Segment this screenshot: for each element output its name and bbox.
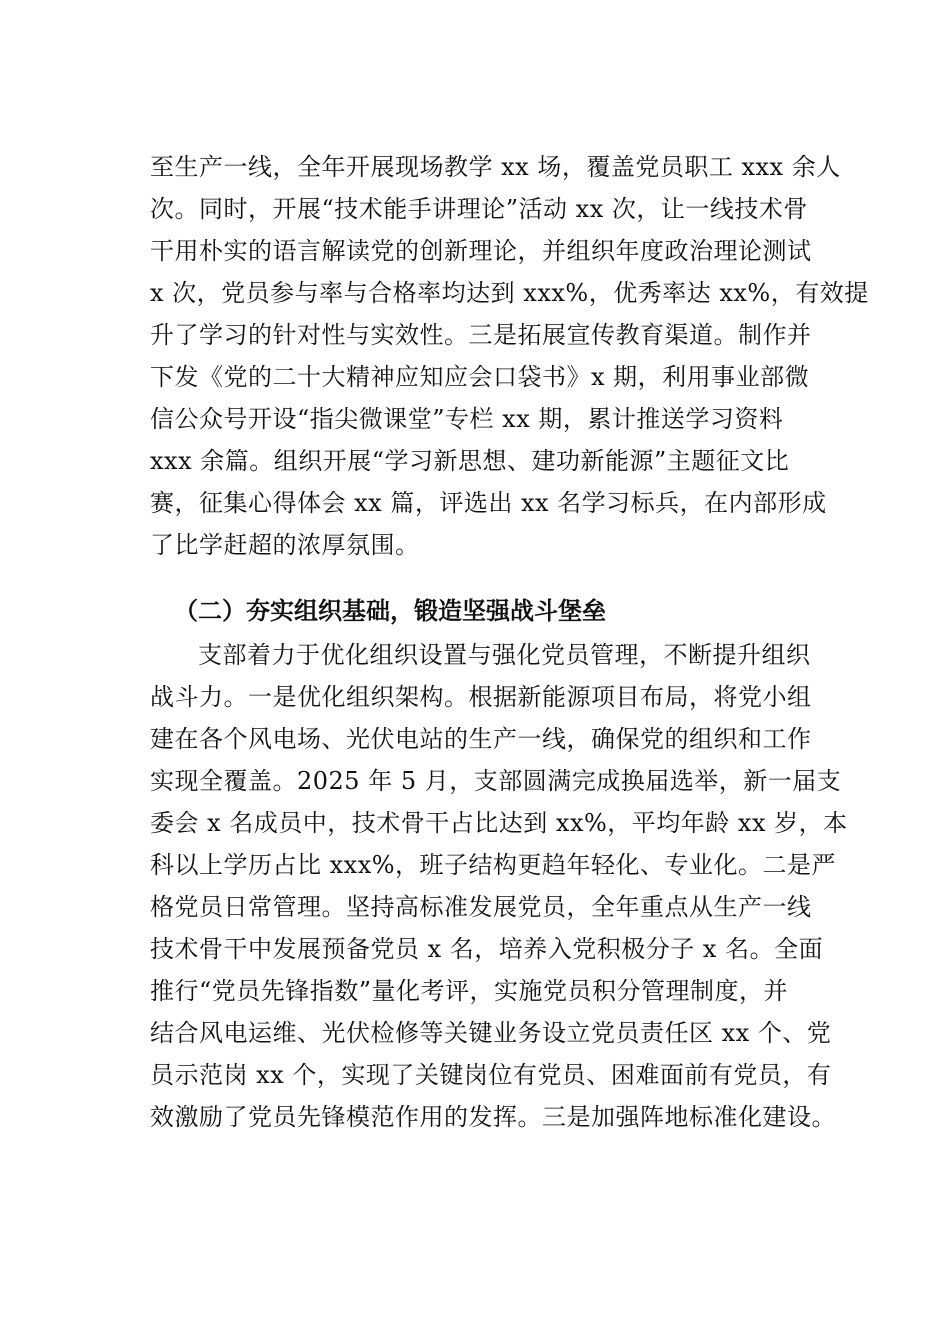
paragraph-line: 赛，征集心得体会 xx 篇，评选出 xx 名学习标兵，在内部形成: [150, 489, 827, 517]
paragraph-line: 升了学习的针对性与实效性。三是拓展宣传教育渠道。制作并: [150, 321, 812, 349]
paragraph-line: 科以上学历占比 xxx%，班子结构更趋年轻化、专业化。二是严: [150, 851, 837, 879]
paragraph-line: 了比学赶超的浓厚氛围。: [150, 531, 420, 559]
paragraph-organization: [150, 634, 850, 1138]
paragraph-line: 建在各个风电场、光伏电站的生产一线，确保党的组织和工作: [150, 725, 812, 753]
paragraph-line: 委会 x 名成员中，技术骨干占比达到 xx%，平均年龄 xx 岁，本: [150, 809, 848, 837]
paragraph-line: 至生产一线，全年开展现场教学 xx 场，覆盖党员职工 xxx 余人: [150, 153, 841, 181]
section-heading: （二）夯实组织基础，锻造坚强战斗堡垒: [174, 596, 606, 625]
paragraph-line: 员示范岗 xx 个，实现了关键岗位有党员、困难面前有党员，有: [150, 1061, 832, 1089]
paragraph-line: 战斗力。一是优化组织架构。根据新能源项目布局，将党小组: [150, 683, 812, 711]
paragraph-line: 实现全覆盖。2025 年 5 月，支部圆满完成换届选举，新一届支: [150, 767, 842, 795]
paragraph-line: 推行“党员先锋指数”量化考评，实施党员积分管理制度，并: [150, 977, 789, 1005]
paragraph-line: 格党员日常管理。坚持高标准发展党员，全年重点从生产一线: [150, 893, 812, 921]
paragraph-line: 结合风电运维、光伏检修等关键业务设立党员责任区 xx 个、党: [150, 1019, 832, 1047]
paragraph-line: xxx 余篇。组织开展“学习新思想、建功新能源”主题征文比: [150, 447, 790, 475]
paragraph-line: 效激励了党员先锋模范作用的发挥。三是加强阵地标准化建设。: [150, 1103, 836, 1131]
paragraph-line: 技术骨干中发展预备党员 x 名，培养入党积极分子 x 名。全面: [150, 935, 824, 963]
paragraph-study-education: [150, 146, 869, 566]
paragraph-line: x 次，党员参与率与合格率均达到 xxx%，优秀率达 xx%，有效提: [150, 279, 869, 307]
paragraph-line: 干用朴实的语言解读党的创新理论，并组织年度政治理论测试: [150, 237, 812, 265]
paragraph-line: 下发《党的二十大精神应知应会口袋书》x 期，利用事业部微: [150, 363, 810, 391]
paragraph-line: 支部着力于优化组织设置与强化党员管理，不断提升组织: [198, 641, 811, 669]
paragraph-line: 次。同时，开展“技术能手讲理论”活动 xx 次，让一线技术骨: [150, 195, 808, 223]
paragraph-line: 信公众号开设“指尖微课堂”专栏 xx 期，累计推送学习资料: [150, 405, 784, 433]
